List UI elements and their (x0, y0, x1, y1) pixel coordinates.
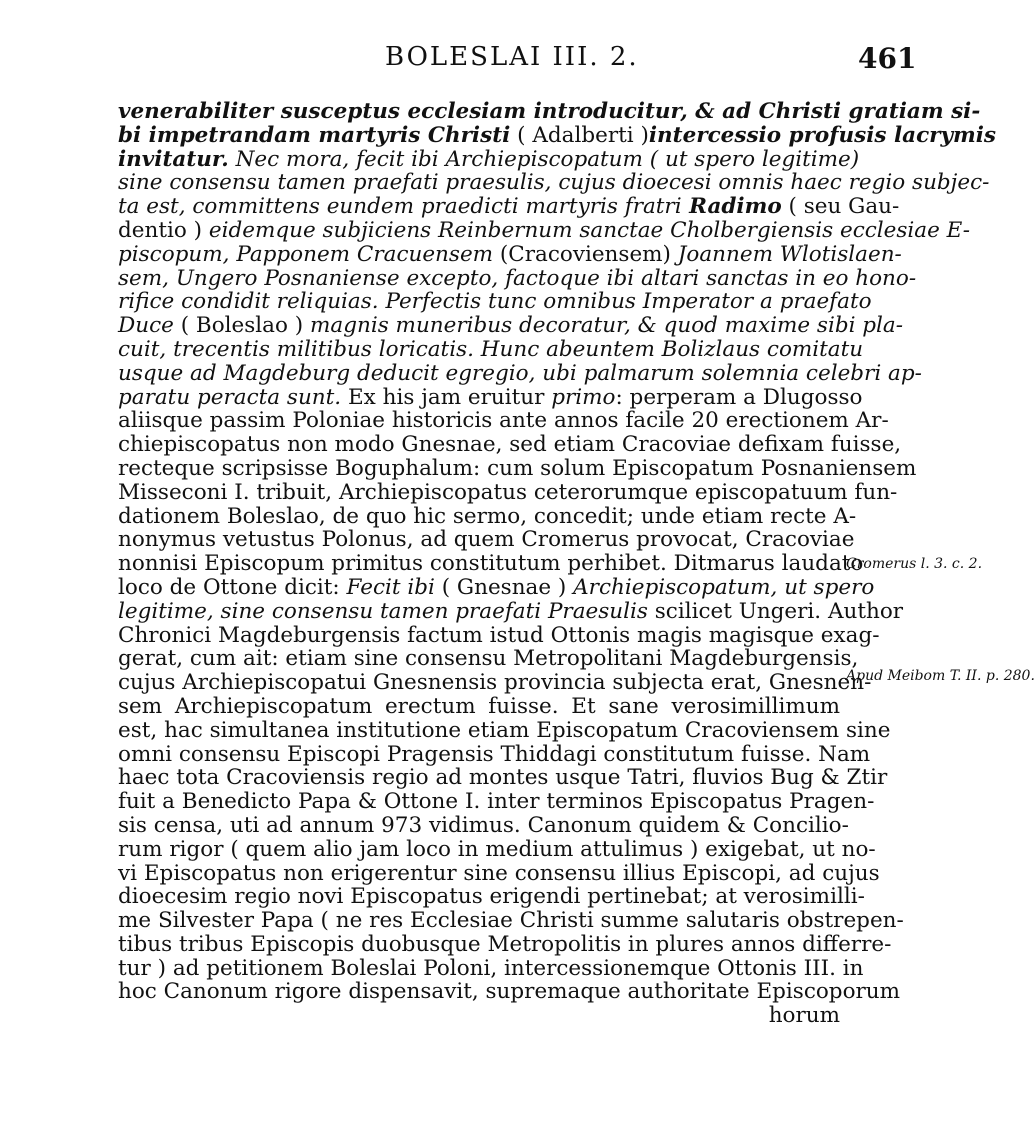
text-segment: sine consensu tamen praefati praesulis, cujus dioecesi omnis haec regio subjec- (118, 170, 990, 196)
text-line (118, 336, 864, 362)
text-line (118, 884, 865, 910)
margin-note-meibom: Apud Meibom T. II. p. 280. (846, 668, 1035, 684)
text-segment: magnis muneribus decoratur, & quod maxime sibi pla- (310, 313, 904, 339)
text-segment: Radimo (681, 194, 782, 220)
text-segment: intercessio profusis lacrymis (648, 122, 997, 148)
text-segment (229, 147, 236, 172)
text-segment: bi impetrandam martyris Christi (118, 122, 511, 148)
text-line (118, 789, 875, 815)
text-segment: primo (551, 384, 616, 410)
text-line (118, 670, 872, 696)
text-segment: ( Boleslao ) (173, 313, 310, 339)
text-segment: cuit, trecentis militibus loricatis. Hunc abeuntem Bolizlaus comitatu (118, 336, 864, 362)
text-line (118, 860, 880, 886)
text-segment: rum rigor ( quem alio jam loco in medium attulimus ) exigebat, ut no- (118, 836, 876, 862)
text-segment: est, hac simultanea institutione etiam Episcopatum Cracoviensem sine (118, 717, 891, 743)
text-segment: (Cracoviensem) (493, 241, 678, 267)
text-segment: sem, Ungero Posnaniense excepto, factoque ibi altari sanctas in eo hono- (118, 265, 917, 291)
text-segment: Duce (118, 313, 174, 339)
text-line (118, 194, 900, 220)
text-segment: omni consensu Episcopi Pragensis Thiddagi constitutum fuisse. Nam (118, 741, 871, 767)
text-line (118, 695, 840, 719)
margin-note-cromerus: Cromerus l. 3. c. 2. (846, 556, 983, 572)
text-segment: haec tota Cracoviensis regio ad montes usque Tatri, fluvios Bug & Ztir (118, 765, 888, 791)
text-line (118, 408, 889, 434)
text-segment: Fecit ibi (346, 574, 435, 600)
text-segment: recteque scripsisse Boguphalum: cum solum Episcopatum Posnaniensem (118, 455, 917, 481)
page-number: 461 (858, 42, 917, 75)
text-segment: piscopum, Papponem Cracuensem (118, 241, 494, 267)
text-line (118, 432, 902, 458)
text-segment: me Silvester Papa ( ne res Ecclesiae Christi summe salutaris obstrepen- (118, 908, 904, 934)
text-line (118, 908, 904, 934)
text-line (118, 122, 997, 148)
text-segment: eidemque subjiciens Reinbernum sanctae Cholbergiensis ecclesiae E- (208, 217, 971, 243)
text-line (118, 170, 990, 196)
text-segment: cujus Archiepiscopatui Gnesnensis provincia subjecta erat, Gnesnen- (118, 670, 872, 696)
text-line (118, 455, 917, 481)
text-line (118, 503, 857, 529)
text-line (118, 765, 888, 791)
text-segment: ( Gnesnae ) (434, 574, 574, 600)
text-line (118, 313, 904, 339)
running-head: BOLESLAI III. 2. (385, 42, 639, 72)
text-segment: dentio ) (118, 217, 209, 243)
text-segment: paratu peracta sunt. (118, 384, 342, 410)
text-segment: horum (768, 1003, 840, 1029)
text-segment: Ex his jam eruitur (341, 384, 552, 410)
text-segment: sem Archiepiscopatum erectum fuisse. Et sane verosimillimum (118, 693, 840, 719)
text-line (118, 479, 898, 505)
text-line (118, 598, 904, 624)
text-line (118, 812, 849, 838)
text-segment: Joannem Wlotislaen- (677, 241, 902, 267)
text-segment: Archiepiscopatum, ut spero (573, 574, 875, 600)
text-segment: tur ) ad petitionem Boleslai Poloni, intercessionemque Ottonis III. in (118, 955, 864, 981)
text-line (118, 384, 863, 410)
text-segment: gerat, cum ait: etiam sine consensu Metropolitani Magdeburgensis, (118, 646, 859, 672)
text-segment: aliisque passim Poloniae historicis ante annos facile 20 erectionem Ar- (118, 408, 889, 434)
text-line (118, 931, 892, 957)
text-segment: dioecesim regio novi Episcopatus erigendi pertinebat; at verosimilli- (118, 884, 865, 910)
text-segment: : perperam a Dlugosso (615, 384, 863, 410)
text-line (118, 717, 891, 743)
text-segment: invitatur. (118, 146, 229, 172)
text-segment: venerabiliter susceptus ecclesiam introducitur, & ad Christi gratiam si- (118, 99, 981, 124)
text-segment: ( Adalberti ) (510, 122, 649, 148)
text-line (118, 241, 902, 267)
text-line (118, 99, 981, 124)
text-segment: rifice condidit reliquias. Perfectis tunc omnibus Imperator a praefato (118, 289, 872, 315)
text-line (118, 979, 901, 1005)
text-segment: legitime, sine consensu tamen praefati Praesulis (118, 598, 648, 624)
text-line (118, 836, 876, 862)
text-segment: tibus tribus Episcopis duobusque Metropolitis in plures annos differre- (118, 931, 892, 957)
text-line (118, 955, 864, 981)
text-segment: fuit a Benedicto Papa & Ottone I. inter terminos Episcopatus Pragen- (118, 789, 875, 815)
text-segment: vi Episcopatus non erigerentur sine consensu illius Episcopi, ad cujus (118, 860, 880, 886)
text-segment: Nec mora, fecit ibi Archiepiscopatum ( ut spero legitime) (235, 146, 860, 172)
text-line (118, 1004, 840, 1028)
text-segment: usque ad Magdeburg deducit egregio, ubi palmarum solemnia celebri ap- (118, 360, 922, 386)
text-segment: dationem Boleslao, de quo hic sermo, concedit; unde etiam recte A- (118, 503, 857, 529)
text-segment: nonnisi Episcopum primitus constitutum perhibet. Ditmarus laudato (118, 551, 864, 577)
page-header (0, 42, 960, 82)
text-segment: loco de Ottone dicit: (118, 574, 347, 600)
text-line (118, 551, 864, 577)
text-line (118, 622, 880, 648)
text-line (118, 741, 871, 767)
text-segment: Chronici Magdeburgensis factum istud Ottonis magis magisque exag- (118, 622, 880, 648)
text-segment: sis censa, uti ad annum 973 vidimus. Canonum quidem & Concilio- (118, 812, 849, 838)
text-line (118, 360, 922, 386)
text-segment: nonymus vetustus Polonus, ad quem Cromerus provocat, Cracoviae (118, 527, 855, 553)
text-segment: ( seu Gau- (781, 194, 900, 220)
text-line (118, 265, 917, 291)
text-segment: scilicet Ungeri. Author (647, 598, 904, 624)
text-segment: ta est, committens eundem praedicti martyris fratri (118, 194, 682, 220)
text-segment: hoc Canonum rigore dispensavit, supremaque authoritate Episcoporum (118, 979, 901, 1005)
text-line (118, 289, 872, 315)
text-line (118, 646, 859, 672)
text-line (118, 527, 855, 553)
text-segment: Misseconi I. tribuit, Archiepiscopatus ceterorumque episcopatuum fun- (118, 479, 898, 505)
text-segment: chiepiscopatus non modo Gnesnae, sed etiam Cracoviae defixam fuisse, (118, 432, 902, 458)
text-line (118, 146, 860, 172)
text-line (118, 217, 971, 243)
text-line (118, 574, 875, 600)
